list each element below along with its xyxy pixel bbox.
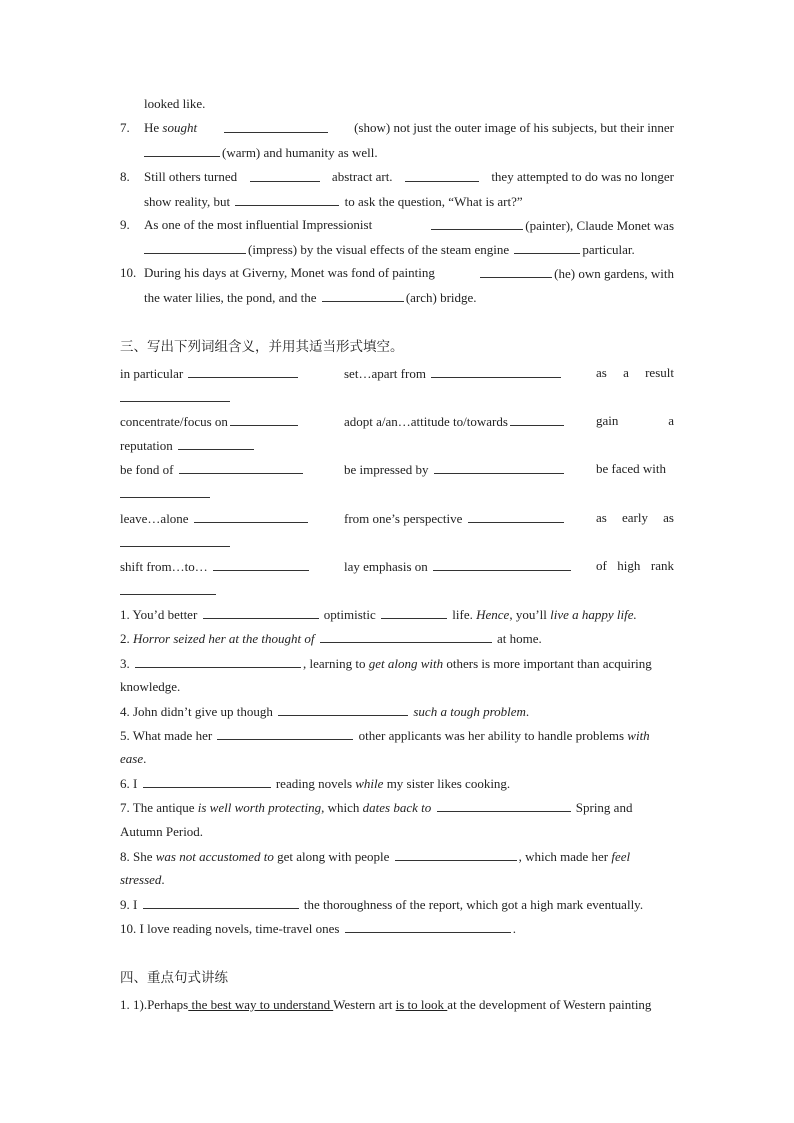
item9-line1 xyxy=(120,217,674,234)
text: Spring and xyxy=(575,800,633,815)
blank[interactable] xyxy=(224,120,328,133)
sentence-8 xyxy=(120,848,630,865)
blank[interactable] xyxy=(188,365,298,378)
text: looked like. xyxy=(144,96,206,111)
text: to ask the question, “What is art?” xyxy=(344,194,523,209)
text: they attempted to do was no longer xyxy=(491,169,674,184)
phrase-text: leave…alone xyxy=(120,511,189,526)
text: 4. John didn’t give up though xyxy=(120,704,273,719)
sentence-7-line2 xyxy=(120,824,203,840)
phrase-adopt-attitude xyxy=(344,413,566,430)
word: result xyxy=(645,365,674,380)
blank[interactable] xyxy=(322,289,404,302)
text: 5. What made her xyxy=(120,728,213,743)
word: as xyxy=(663,510,674,525)
sentence-2 xyxy=(120,630,542,647)
blank[interactable] xyxy=(510,413,564,426)
underlined-text: the best way to understand xyxy=(188,997,334,1012)
italic-text: was not accustomed to xyxy=(155,849,274,864)
blank[interactable] xyxy=(431,217,523,230)
blank[interactable] xyxy=(250,169,320,182)
sentence-5-line2 xyxy=(120,751,146,767)
sentence-4 xyxy=(120,703,529,720)
item-number: 7. xyxy=(120,120,130,135)
item-number: 9. xyxy=(120,217,130,232)
text: 6. I xyxy=(120,776,138,791)
text: 2. xyxy=(120,631,130,646)
phrase-leave-alone xyxy=(120,510,310,527)
phrase-concentrate-focus-on xyxy=(120,413,300,430)
phrase-text: be faced with xyxy=(596,461,667,476)
phrase-gain-a-reputation xyxy=(596,413,674,429)
phrase-be-faced-with-blank xyxy=(120,485,212,502)
word: early xyxy=(622,510,648,525)
phrase-of-high-rank-blank xyxy=(120,582,218,599)
sentence-9 xyxy=(120,896,643,913)
text: 10. I love reading novels, time-travel ones xyxy=(120,921,340,936)
italic-text: feel xyxy=(611,849,631,864)
italic-text: ease xyxy=(120,751,144,766)
phrase-set-apart-from xyxy=(344,365,563,382)
blank[interactable] xyxy=(345,920,511,933)
word: rank xyxy=(650,558,674,573)
word: gain xyxy=(596,413,619,428)
section-heading-4: 四、重点句式讲练 xyxy=(120,970,228,986)
italic-text: dates back to xyxy=(362,800,432,815)
phrase-as-early-as xyxy=(596,510,674,526)
text: (warm) and humanity as well. xyxy=(222,145,378,160)
sentence-1 xyxy=(120,606,637,623)
text: abstract art. xyxy=(331,169,393,184)
text: my sister likes cooking. xyxy=(386,776,511,791)
text: Still others turned xyxy=(144,169,238,184)
item10-line2 xyxy=(144,289,477,306)
italic-text: with xyxy=(627,728,650,743)
item-number: 8. xyxy=(120,169,130,184)
sentence-7 xyxy=(120,799,632,816)
text: life. xyxy=(452,607,473,622)
word: a xyxy=(623,365,629,380)
text: (show) not just the outer image of his subjects, but their inner xyxy=(354,120,674,135)
item10-line1 xyxy=(120,265,674,282)
text: the thoroughness of the report, which got a high mark eventually. xyxy=(303,897,644,912)
phrase-be-fond-of xyxy=(120,461,305,478)
phrase-of-high-rank xyxy=(596,558,674,574)
italic-text: get along with xyxy=(368,656,444,671)
item8-line2 xyxy=(144,193,523,210)
sentence-3 xyxy=(120,655,652,672)
italic-text: such a tough problem xyxy=(413,704,526,719)
text: He xyxy=(144,120,160,135)
italic-word: sought xyxy=(162,120,198,135)
sentence-3-line2 xyxy=(120,679,180,695)
blank[interactable] xyxy=(179,461,303,474)
section-heading-3: 三、写出下列词组含义，并用其适当形式填空。 xyxy=(120,339,404,355)
blank[interactable] xyxy=(120,582,216,595)
blank[interactable] xyxy=(278,703,408,716)
blank[interactable] xyxy=(320,630,492,643)
phrase-text: concentrate/focus on xyxy=(120,414,228,429)
phrase-text: from one’s perspective xyxy=(344,511,463,526)
phrase-from-ones-perspective xyxy=(344,510,566,527)
phrase-reputation-blank xyxy=(120,437,256,454)
blank[interactable] xyxy=(235,193,339,206)
word: a xyxy=(668,413,674,428)
blank[interactable] xyxy=(434,461,564,474)
blank[interactable] xyxy=(120,534,230,547)
item7-line2 xyxy=(144,144,378,161)
text: (impress) by the visual effects of the steam engine xyxy=(248,242,510,257)
text: . xyxy=(143,751,147,766)
blank[interactable] xyxy=(213,558,309,571)
blank[interactable] xyxy=(120,389,230,402)
word: as xyxy=(596,365,607,380)
word: reputation xyxy=(120,438,173,453)
blank[interactable] xyxy=(178,437,254,450)
phrase-text: lay emphasis on xyxy=(344,559,428,574)
blank[interactable] xyxy=(194,510,308,523)
phrase-as-early-as-blank xyxy=(120,534,232,551)
blank[interactable] xyxy=(514,241,580,254)
sentence-5 xyxy=(120,727,650,744)
blank[interactable] xyxy=(143,775,271,788)
blank[interactable] xyxy=(203,606,319,619)
blank[interactable] xyxy=(437,799,571,812)
phrase-as-a-result xyxy=(596,365,674,381)
word: high xyxy=(617,558,641,573)
blank[interactable] xyxy=(433,558,571,571)
phrase-text: in particular xyxy=(120,366,184,381)
sentence-10 xyxy=(120,920,516,937)
text: 1. 1).Perhaps xyxy=(120,997,189,1012)
key-sentence-1 xyxy=(120,997,651,1013)
text: at home. xyxy=(497,631,542,646)
text: Autumn Period. xyxy=(120,824,204,839)
phrase-be-faced-with xyxy=(596,461,666,477)
phrase-text: be impressed by xyxy=(344,462,429,477)
text: . xyxy=(525,704,530,719)
phrase-as-a-result-blank xyxy=(120,389,232,406)
text: . xyxy=(512,921,516,936)
word: as xyxy=(596,510,607,525)
text: reading novels xyxy=(275,776,353,791)
phrase-in-particular xyxy=(120,365,300,382)
text: 8. She xyxy=(120,849,153,864)
blank[interactable] xyxy=(431,365,561,378)
text: (painter), Claude Monet was xyxy=(525,218,674,233)
text: others is more important than acquiring xyxy=(446,656,652,671)
text: Western art xyxy=(333,997,393,1012)
text: optimistic xyxy=(323,607,376,622)
text: , which made her xyxy=(518,849,609,864)
blank[interactable] xyxy=(395,848,517,861)
item-number: 10. xyxy=(120,265,137,280)
word: of xyxy=(596,558,607,573)
blank[interactable] xyxy=(144,241,246,254)
phrase-text: adopt a/an…attitude to/towards xyxy=(344,414,508,429)
phrase-shift-from-to xyxy=(120,558,311,575)
text: get along with people xyxy=(277,849,390,864)
text: , which xyxy=(321,800,360,815)
sentence-6 xyxy=(120,775,510,792)
blank[interactable] xyxy=(144,144,220,157)
blank[interactable] xyxy=(381,606,447,619)
text: (arch) bridge. xyxy=(405,290,477,305)
item6-continuation xyxy=(144,96,205,112)
text: , you’ll xyxy=(509,607,547,622)
blank[interactable] xyxy=(135,655,301,668)
italic-text: live a happy life. xyxy=(550,607,637,622)
text: show reality, but xyxy=(144,194,231,209)
item9-line2 xyxy=(144,241,635,258)
phrase-be-impressed-by xyxy=(344,461,566,478)
blank[interactable] xyxy=(217,727,353,740)
phrase-text: be fond of xyxy=(120,462,174,477)
text: , learning to xyxy=(303,656,366,671)
blank[interactable] xyxy=(468,510,564,523)
text: other applicants was her ability to handle problems xyxy=(358,728,625,743)
italic-text: while xyxy=(355,776,384,791)
blank[interactable] xyxy=(120,485,210,498)
underlined-text: is to look xyxy=(395,997,448,1012)
blank[interactable] xyxy=(405,169,479,182)
text: As one of the most influential Impressionist xyxy=(144,217,373,232)
text: the water lilies, the pond, and the xyxy=(144,290,317,305)
text: at the development of Western painting xyxy=(447,997,652,1012)
phrase-lay-emphasis-on xyxy=(344,558,573,575)
italic-text: stressed xyxy=(120,872,162,887)
italic-text: Horror seized her at the thought of xyxy=(133,631,315,646)
text: particular. xyxy=(582,242,635,257)
text: 7. The antique xyxy=(120,800,195,815)
text: knowledge. xyxy=(120,679,181,694)
text: During his days at Giverny, Monet was fond of painting xyxy=(144,265,435,280)
text: 3. xyxy=(120,656,130,671)
phrase-text: shift from…to… xyxy=(120,559,208,574)
blank[interactable] xyxy=(230,413,298,426)
blank[interactable] xyxy=(143,896,299,909)
blank[interactable] xyxy=(480,265,552,278)
item8-line1 xyxy=(120,169,674,185)
phrase-text: set…apart from xyxy=(344,366,426,381)
italic-text: is well worth protecting xyxy=(197,800,322,815)
sentence-8-line2 xyxy=(120,872,165,888)
text: 9. I xyxy=(120,897,138,912)
item7-line1 xyxy=(120,120,674,136)
text: . xyxy=(161,872,165,887)
italic-text: Hence xyxy=(476,607,510,622)
text: 1. You’d better xyxy=(120,607,198,622)
text: (he) own gardens, with xyxy=(554,266,674,281)
